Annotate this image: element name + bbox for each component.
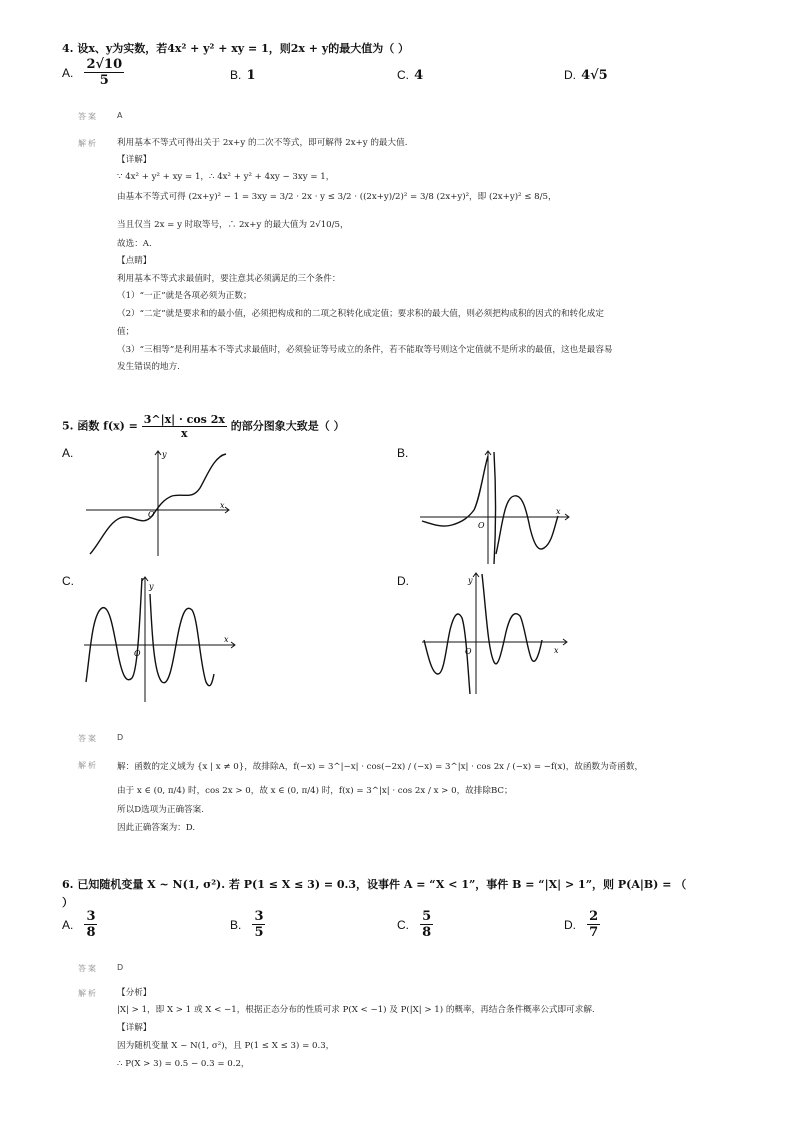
graph-b <box>418 448 578 570</box>
numerator: 2 <box>589 909 599 924</box>
denominator: 8 <box>86 925 96 940</box>
numerator: 3 <box>86 909 96 924</box>
x-axis-label: x <box>556 507 561 516</box>
q6-option-d <box>564 910 600 939</box>
option-label: D. <box>564 918 576 932</box>
x-axis-label: x <box>224 635 229 644</box>
analysis-line: |X| > 1，即 X > 1 或 X < −1，根据正态分布的性质可求 P(X < −1) 及 P(|X| > 1) 的概率，再结合条件概率公式即可求解. <box>117 1005 595 1015</box>
analysis-line: 值； <box>117 327 135 337</box>
numerator: 2√10 <box>86 57 123 72</box>
y-axis-label: y <box>162 450 167 459</box>
numerator: 5 <box>422 909 432 924</box>
y-axis-label: y <box>468 576 473 585</box>
curve-d-right <box>482 574 542 664</box>
answer-tag: 答案 <box>78 734 98 743</box>
analysis-line: 利用基本不等式可得出关于 2x+y 的二次不等式，即可解得 2x+y 的最大值. <box>117 138 408 148</box>
option-label: A. <box>62 918 74 932</box>
curve-b-right <box>496 496 558 554</box>
option-label: B. <box>230 68 242 82</box>
q4-option-a <box>62 58 124 87</box>
analysis-line: 【分析】 <box>117 988 152 998</box>
curve-c-left <box>86 578 142 682</box>
answer-value: A <box>117 111 123 120</box>
denominator: 5 <box>99 73 109 88</box>
numerator: 3 <box>254 909 264 924</box>
graph-d <box>420 570 580 700</box>
option-value: 4√5 <box>581 68 608 83</box>
answer-value: D <box>117 733 124 742</box>
q6-option-a <box>62 910 97 939</box>
q4-stem: 4. 设x、y为实数，若4x² + y² + xy = 1，则2x + y的最大值为（ ） <box>62 42 410 55</box>
analysis-line: ∴ P(X > 3) = 0.5 − 0.3 = 0.2， <box>117 1059 250 1069</box>
analysis-tag: 解析 <box>78 139 98 148</box>
analysis-line: 利用基本不等式求最值时，要注意其必须满足的三个条件： <box>117 274 341 284</box>
curve-c-right <box>150 594 214 686</box>
analysis-line: 因此正确答案为：D. <box>117 823 196 833</box>
curve-d-left <box>424 614 470 694</box>
q4-option-b <box>230 64 255 83</box>
fraction <box>252 910 265 939</box>
denominator: 8 <box>422 925 432 940</box>
analysis-line: 所以D选项为正确答案. <box>117 805 204 815</box>
q5-stem <box>62 414 345 439</box>
option-value: 4 <box>414 68 424 83</box>
analysis-line: 【详解】 <box>117 155 152 165</box>
x-axis-label: x <box>220 501 225 510</box>
analysis-line: 解：函数的定义域为 {x | x ≠ 0}，故排除A，f(−x) = 3^|−x| · cos(−2x) / (−x) = 3^|x| · cos 2x / (−x) = −f(x)，故函数为奇函数， <box>117 762 644 772</box>
answer-tag: 答案 <box>78 112 98 121</box>
q5-option-c-label: C. <box>62 574 74 588</box>
q6-option-c <box>397 910 433 939</box>
analysis-line: 由于 x ∈ (0, π/4) 时，cos 2x > 0，故 x ∈ (0, π/4) 时，f(x) = 3^|x| · cos 2x / x > 0，故排除BC； <box>117 786 513 796</box>
q5-option-b-label: B. <box>397 446 409 460</box>
origin-label: O <box>465 647 472 656</box>
option-label: D. <box>564 68 576 82</box>
x-axis-label: x <box>554 646 559 655</box>
stem-text: 的部分图象大致是（ ） <box>230 419 345 433</box>
analysis-line: （1）“一正”就是各项必须为正数； <box>117 291 252 301</box>
y-axis-label: y <box>149 582 154 591</box>
analysis-tag: 解析 <box>78 989 98 998</box>
analysis-line: 由基本不等式可得 (2x+y)² − 1 = 3xy = 3/2 · 2x · y ≤ 3/2 · ((2x+y)/2)² = 3/8 (2x+y)²，即 (2x+y)² ≤ 8/5， <box>117 192 557 202</box>
origin-label: O <box>478 521 485 530</box>
q4-option-c <box>397 64 423 83</box>
analysis-line: ∵ 4x² + y² + xy = 1，∴ 4x² + y² + 4xy − 3xy = 1， <box>117 172 335 182</box>
option-label: C. <box>397 68 409 82</box>
curve-b-left <box>422 456 488 526</box>
fraction <box>587 910 600 939</box>
fraction <box>84 58 124 87</box>
numerator: 3^|x| · cos 2x <box>143 413 225 426</box>
q6-stem-end: ） <box>62 896 73 909</box>
fraction <box>142 414 227 439</box>
graph-c <box>82 574 242 706</box>
q4-option-d <box>564 64 608 83</box>
fraction <box>420 910 433 939</box>
q5-option-d-label: D. <box>397 574 409 588</box>
q5-option-a-label: A. <box>62 446 74 460</box>
answer-tag: 答案 <box>78 964 98 973</box>
option-label: C. <box>397 918 409 932</box>
graph-a <box>80 448 240 560</box>
origin-label: O <box>134 649 141 658</box>
analysis-line: 【点睛】 <box>117 256 152 266</box>
q6-stem: 6. 已知随机变量 X ~ N(1, σ²). 若 P(1 ≤ X ≤ 3) = 0.3，设事件 A = “X < 1”，事件 B = “|X| > 1”，则 P(A|B) = （ <box>62 878 687 891</box>
analysis-line: （3）“三相等”是利用基本不等式求最值时，必须验证等号成立的条件，若不能取等号则这个定值就不是所求的最值，这也是最容易 <box>117 345 613 355</box>
curve-b-asymptote <box>494 452 496 564</box>
analysis-line: 故选：A. <box>117 239 152 249</box>
fraction <box>84 910 97 939</box>
analysis-tag: 解析 <box>78 761 98 770</box>
analysis-line: 当且仅当 2x = y 时取等号，∴ 2x+y 的最大值为 2√10/5， <box>117 220 349 230</box>
origin-label: O <box>148 510 155 519</box>
analysis-line: （2）“二定”就是要求和的最小值，必须把构成和的二项之积转化成定值；要求积的最大值，则必须把构成积的因式的和转化成定 <box>117 309 604 319</box>
denominator: 5 <box>254 925 264 940</box>
denominator: 7 <box>589 925 599 940</box>
analysis-line: 【详解】 <box>117 1023 152 1033</box>
option-label: B. <box>230 918 242 932</box>
denominator: x <box>181 427 188 440</box>
stem-text: 5. 函数 f(x) = <box>62 419 142 433</box>
answer-value: D <box>117 963 124 972</box>
q6-option-b <box>230 910 265 939</box>
analysis-line: 发生错误的地方. <box>117 362 180 372</box>
option-label: A. <box>62 66 74 80</box>
option-value: 1 <box>246 68 256 83</box>
analysis-line: 因为随机变量 X ~ N(1, σ²)，且 P(1 ≤ X ≤ 3) = 0.3， <box>117 1041 335 1051</box>
